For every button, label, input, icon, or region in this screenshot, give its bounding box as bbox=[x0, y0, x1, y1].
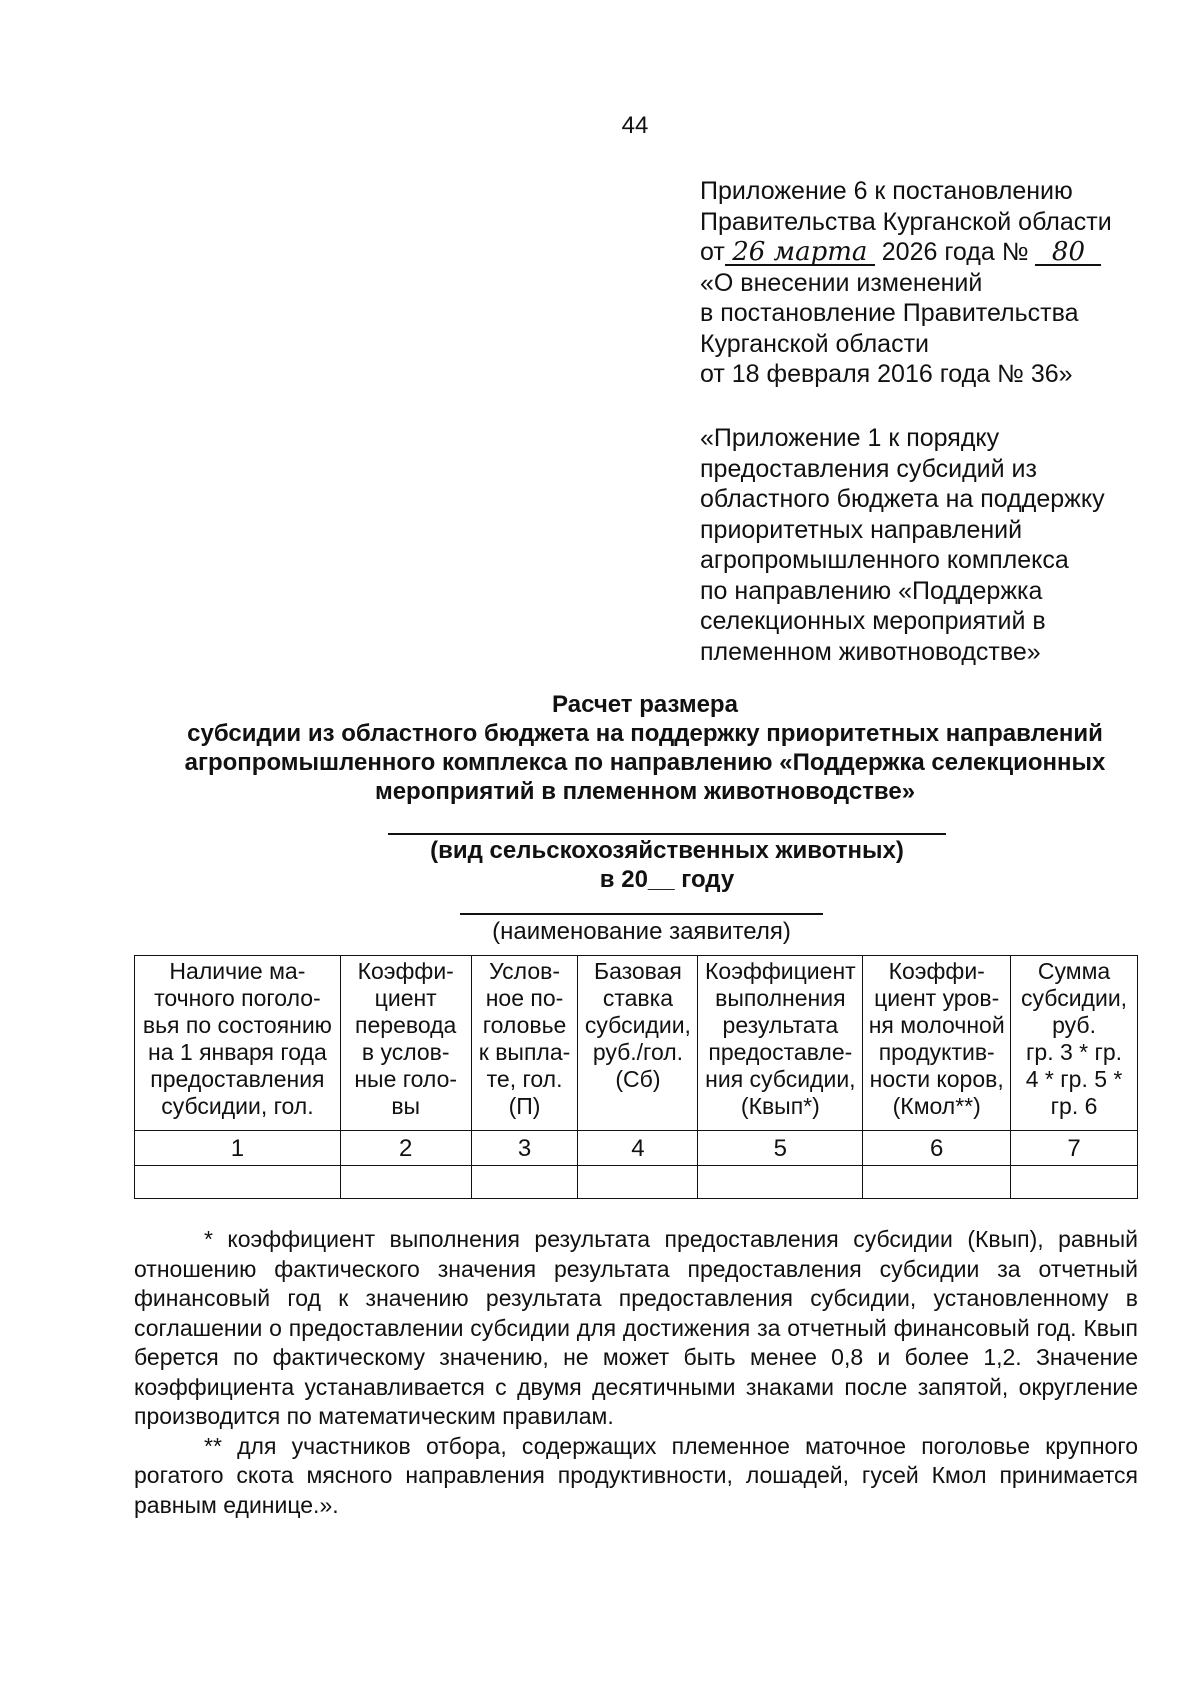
footnote-1: * коэффициент выполнения результата предоставления субсидии (Квып), равный отношению фактического значения результата предоставления субсидии за отчетный финансовый год к значению результата предоставления субсидии, установленному в соглашении о предоставлении субсидии для достижения за отчетный финансовый год. Квып берется по фактическому значению, не может быть менее 0,8 и более 1,2. Значение коэффициента устанавливается с двумя десятичными знаками после запятой, округление производится по математическим правилам. bbox=[134, 1226, 1138, 1429]
table-header-row bbox=[135, 956, 1138, 1131]
blank-line-applicant bbox=[460, 913, 823, 915]
empty-cell bbox=[471, 1166, 578, 1199]
empty-cell bbox=[1011, 1166, 1138, 1199]
column-number-cell: 1 bbox=[135, 1131, 341, 1166]
empty-cell bbox=[698, 1166, 863, 1199]
title-line: Расчет размера bbox=[552, 691, 738, 718]
empty-cell bbox=[135, 1166, 341, 1199]
blank-line-animal-kind bbox=[388, 833, 946, 835]
table-empty-row bbox=[135, 1166, 1138, 1199]
calculation-table bbox=[134, 955, 1138, 1199]
column-number-cell: 7 bbox=[1011, 1131, 1138, 1166]
appendix2-line: предоставления субсидий из bbox=[700, 454, 1037, 483]
column-number-cell: 3 bbox=[471, 1131, 578, 1166]
appendix-header bbox=[700, 176, 1160, 390]
year-label: в 20__ году bbox=[599, 866, 735, 893]
document-title bbox=[150, 690, 1140, 806]
appendix-line: Правительства Курганской области bbox=[700, 207, 1112, 236]
appendix-date-line bbox=[700, 237, 1160, 268]
column-number-cell: 5 bbox=[698, 1131, 863, 1166]
footnote-2: ** для участников отбора, содержащих племенное маточное поголовье крупного рогатого скота мясного направления продуктивности, лошадей, гусей Кмол принимается равным единице.». bbox=[134, 1432, 1138, 1518]
title-line: субсидии из областного бюджета на поддержку приоритетных направлений bbox=[187, 720, 1103, 747]
page-number: 44 bbox=[621, 112, 649, 139]
appendix-line: в постановление Правительства bbox=[700, 299, 1079, 327]
handwritten-date: 26 марта bbox=[725, 240, 875, 266]
empty-cell bbox=[863, 1166, 1011, 1199]
appendix2-line: по направлению «Поддержка bbox=[700, 576, 1043, 605]
appendix-line: Курганской области bbox=[700, 329, 930, 358]
appendix2-line: агропромышленного комплекса bbox=[700, 546, 1069, 574]
date-prefix: от bbox=[700, 238, 725, 266]
appendix-line: от 18 февраля 2016 года № 36» bbox=[700, 360, 1073, 388]
table-header-cell: Коэффи- циент уров- ня молочной продуктив- ности коров, (Кмол**) bbox=[863, 956, 1011, 1131]
footnotes bbox=[134, 1225, 1138, 1520]
table-header-cell: Услов- ное по- головье к выпла- те, гол. (П) bbox=[471, 956, 578, 1131]
handwritten-number: 80 bbox=[1035, 240, 1101, 266]
empty-cell bbox=[578, 1166, 698, 1199]
appendix2-line: «Приложение 1 к порядку bbox=[700, 424, 1000, 452]
applicant-label: (наименование заявителя) bbox=[492, 918, 791, 945]
appendix2-line: племенном животноводстве» bbox=[700, 637, 1041, 666]
table-header-cell: Сумма субсидии, руб. гр. 3 * гр. 4 * гр. 5 * гр. 6 bbox=[1011, 956, 1138, 1131]
title-line: агропромышленного комплекса по направлению «Поддержка селекционных bbox=[184, 749, 1106, 776]
column-number-cell: 4 bbox=[578, 1131, 698, 1166]
year-text: 2026 года № bbox=[881, 238, 1029, 266]
appendix2-line: приоритетных направлений bbox=[700, 515, 1023, 544]
animal-kind-label: (вид сельскохозяйственных животных) bbox=[430, 837, 904, 864]
appendix2-header bbox=[700, 423, 1160, 667]
table-header-cell: Базовая ставка субсидии, руб./гол. (Сб) bbox=[578, 956, 698, 1131]
appendix-line: «О внесении изменений bbox=[700, 268, 983, 297]
title-line: мероприятий в племенном животноводстве» bbox=[374, 778, 916, 805]
table-header-cell: Коэффициент выполнения результата предоставле- ния субсидии, (Квып*) bbox=[698, 956, 863, 1131]
table-header-cell: Наличие ма- точного поголо- вья по состоянию на 1 января года предоставления субсидии, гол. bbox=[135, 956, 341, 1131]
column-number-cell: 2 bbox=[340, 1131, 471, 1166]
appendix-line: Приложение 6 к постановлению bbox=[700, 177, 1073, 205]
appendix2-line: областного бюджета на поддержку bbox=[700, 485, 1105, 513]
column-number-cell: 6 bbox=[863, 1131, 1011, 1166]
table-column-numbers-row bbox=[135, 1131, 1138, 1166]
appendix2-line: селекционных мероприятий в bbox=[700, 607, 1046, 635]
table-header-cell: Коэффи- циент перевода в услов- ные голо- вы bbox=[340, 956, 471, 1131]
empty-cell bbox=[340, 1166, 471, 1199]
animal-kind-block bbox=[388, 836, 946, 894]
